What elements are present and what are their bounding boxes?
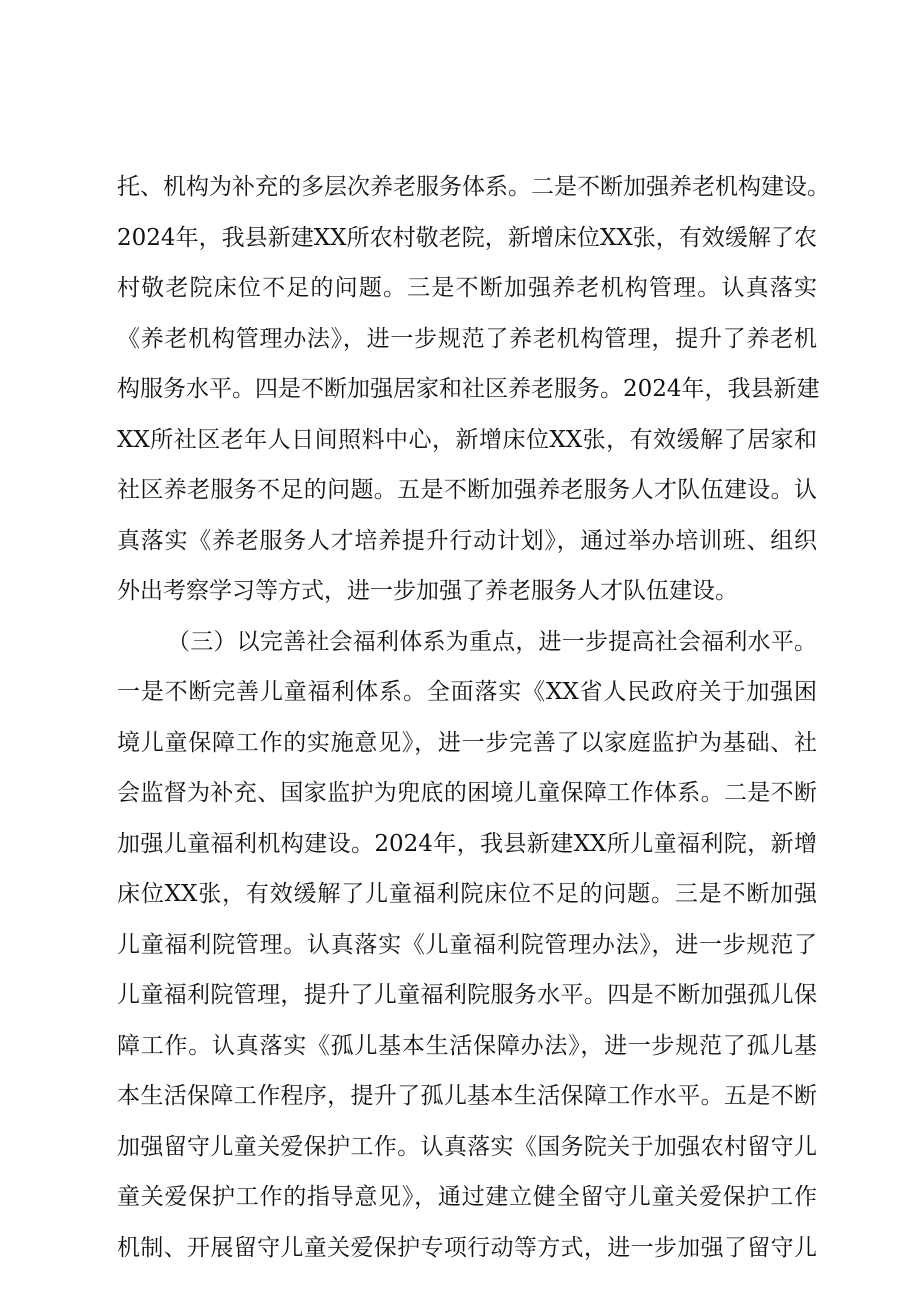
text-line: 加强留守儿童关爱保护工作。认真落实《国务院关于加强农村留守儿 <box>117 1133 817 1160</box>
paragraph-end-line: 外出考察学习等方式，进一步加强了养老服务人才队伍建设。 <box>117 578 738 604</box>
text-line: 童关爱保护工作的指导意见》，通过建立健全留守儿童关爱保护工作 <box>117 1184 817 1210</box>
text-line: 本生活保障工作程序，提升了孤儿基本生活保障工作水平。五是不断 <box>117 1083 817 1109</box>
section-heading-line: （三）以完善社会福利体系为重点，进一步提高社会福利水平。 <box>167 628 817 655</box>
text-line: XX所社区老年人日间照料中心，新增床位XX张，有效缓解了居家和 <box>117 426 817 453</box>
text-line: 儿童福利院管理，提升了儿童福利院服务水平。四是不断加强孤儿保 <box>117 982 817 1008</box>
text-line: 构服务水平。四是不断加强居家和社区养老服务。2024年，我县新建 <box>117 376 820 402</box>
text-line: 障工作。认真落实《孤儿基本生活保障办法》，进一步规范了孤儿基 <box>117 1032 817 1059</box>
text-line: 一是不断完善儿童福利体系。全面落实《XX省人民政府关于加强困 <box>117 679 817 705</box>
text-line: 加强儿童福利机构建设。2024年，我县新建XX所儿童福利院，新增 <box>117 830 817 857</box>
text-line: 机制、开展留守儿童关爱保护专项行动等方式，进一步加强了留守儿 <box>117 1234 817 1261</box>
text-line: 床位XX张，有效缓解了儿童福利院床位不足的问题。三是不断加强 <box>117 881 817 907</box>
text-line: 真落实《养老服务人才培养提升行动计划》，通过举办培训班、组织 <box>117 527 817 554</box>
text-line: 托、机构为补充的多层次养老服务体系。二是不断加强养老机构建设。 <box>117 174 830 200</box>
text-line: 会监督为补充、国家监护为兜底的困境儿童保障工作体系。二是不断 <box>117 780 817 806</box>
text-line: 儿童福利院管理。认真落实《儿童福利院管理办法》，进一步规范了 <box>117 931 817 958</box>
body-text <box>117 162 830 1273</box>
text-line: 境儿童保障工作的实施意见》，进一步完善了以家庭监护为基础、社 <box>117 729 817 756</box>
text-line: 2024年，我县新建XX所农村敬老院，新增床位XX张，有效缓解了农 <box>117 224 817 251</box>
text-line: 社区养老服务不足的问题。五是不断加强养老服务人才队伍建设。认 <box>117 477 817 503</box>
text-line: 村敬老院床位不足的问题。三是不断加强养老机构管理。认真落实 <box>117 275 817 301</box>
text-line: 《养老机构管理办法》，进一步规范了养老机构管理，提升了养老机 <box>117 325 817 352</box>
